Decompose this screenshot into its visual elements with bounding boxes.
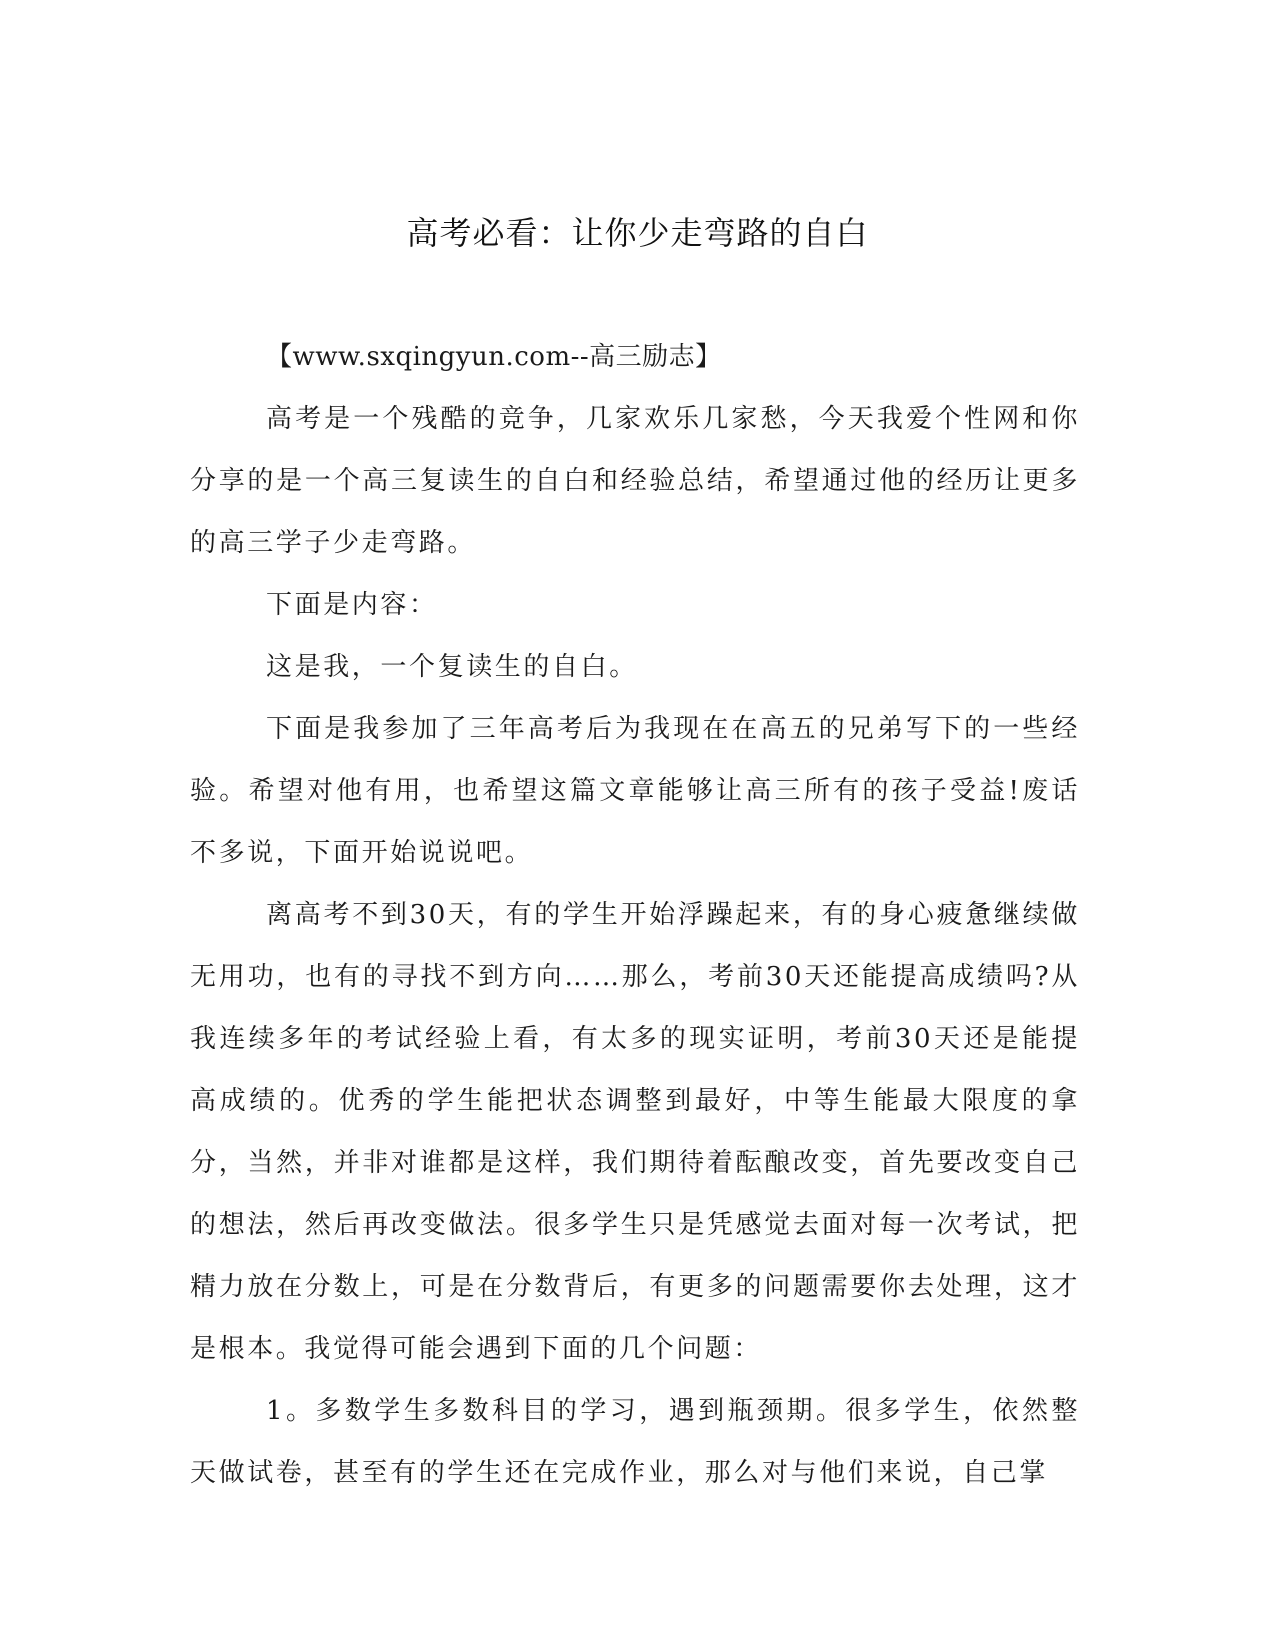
paragraph-experience: 下面是我参加了三年高考后为我现在在高五的兄弟写下的一些经验。希望对他有用，也希望这篇文章能够让高三所有的孩子受益!废话不多说，下面开始说说吧。	[190, 714, 1080, 868]
paragraph-content-label: 下面是内容：	[266, 590, 438, 620]
document-body	[190, 326, 1080, 1504]
paragraph-point-1: 1。多数学生多数科目的学习，遇到瓶颈期。很多学生，依然整天做试卷，甚至有的学生还在完成作业，那么对与他们来说，自己掌	[190, 1396, 1080, 1488]
paragraph-30-days: 离高考不到30天，有的学生开始浮躁起来，有的身心疲惫继续做无用功，也有的寻找不到方向……那么，考前30天还能提高成绩吗?从我连续多年的考试经验上看，有太多的现实证明，考前30天还是能提高成绩的。优秀的学生能把状态调整到最好，中等生能最大限度的拿分，当然，并非对谁都是这样，我们期待着酝酿改变，首先要改变自己的想法，然后再改变做法。很多学生只是凭感觉去面对每一次考试，把精力放在分数上，可是在分数背后，有更多的问题需要你去处理，这才是根本。我觉得可能会遇到下面的几个问题：	[190, 900, 1080, 1364]
source-tag: 【www.sxqingyun.com--高三励志】	[266, 342, 722, 372]
paragraph-intro: 高考是一个残酷的竞争，几家欢乐几家愁，今天我爱个性网和你分享的是一个高三复读生的自白和经验总结，希望通过他的经历让更多的高三学子少走弯路。	[190, 404, 1080, 558]
document-title: 高考必看：让你少走弯路的自白	[406, 214, 869, 252]
paragraph-confession: 这是我，一个复读生的自白。	[266, 652, 638, 682]
